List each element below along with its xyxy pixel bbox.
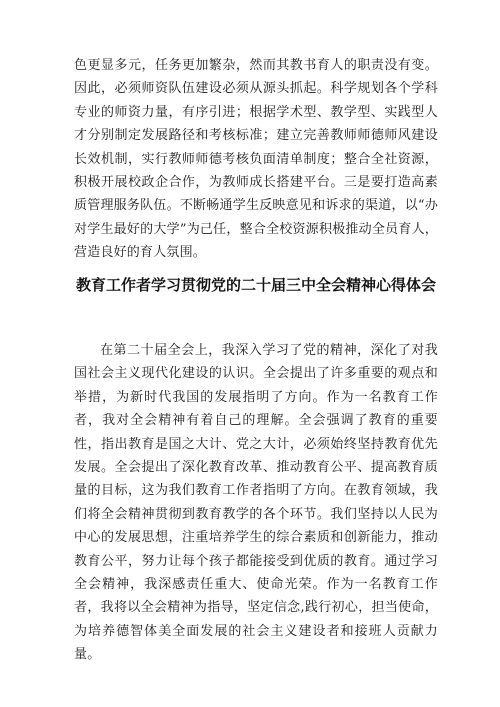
body-paragraph: 在第二十届全会上，我深入学习了党的精神，深化了对我国社会主义现代化建设的认识。全会提出了许多重要的观点和举措，为新时代我国的发展指明了方向。作为一名教育工作者，我对全会精神有着自己的理解。全会强调了教育的重要性，指出教育是国之大计、党之大计，必须始终坚持教育优先发展。全会提出了深化教育改革、推动教育公平、提高教育质量的目标，这为我们教育工作者指明了方向。在教育领域，我们将全会精神贯彻到教育教学的各个环节。我们坚持以人民为中心的发展思想，注重培养学生的综合素质和创新能力，推动教育公平，努力让每个孩子都能接受到优质的教育。通过学习全会精神，我深感责任重大、使命光荣。作为一名教育工作者，我将以全会精神为指导，坚定信念,践行初心，担当使命，为培养德智体美全面发展的社会主义建设者和接班人贡献力量。 bbox=[74, 343, 438, 663]
continuation-paragraph: 色更显多元，任务更加繁杂，然而其教书育人的职责没有变。因此，必须师资队伍建设必须从源头抓起。科学规划各个学科专业的师资力量，有序引进；根据学术型、教学型、实践型人才分别制定发展路径和考核标准；建立完善教师师德师风建设长效机制，实行教师师德考核负面清单制度；整合全社资源，积极开展校政企合作，为教师成长搭建平台。三是要打造高素质管理服务队伍。不断畅通学生反映意见和诉求的渠道，以“办对学生最好的大学”为己任，整合全校资源积极推动全员育人，营造良好的育人氛围。 bbox=[74, 58, 438, 261]
section-title: 教育工作者学习贯彻党的二十届三中全会精神心得体会 bbox=[75, 276, 436, 294]
